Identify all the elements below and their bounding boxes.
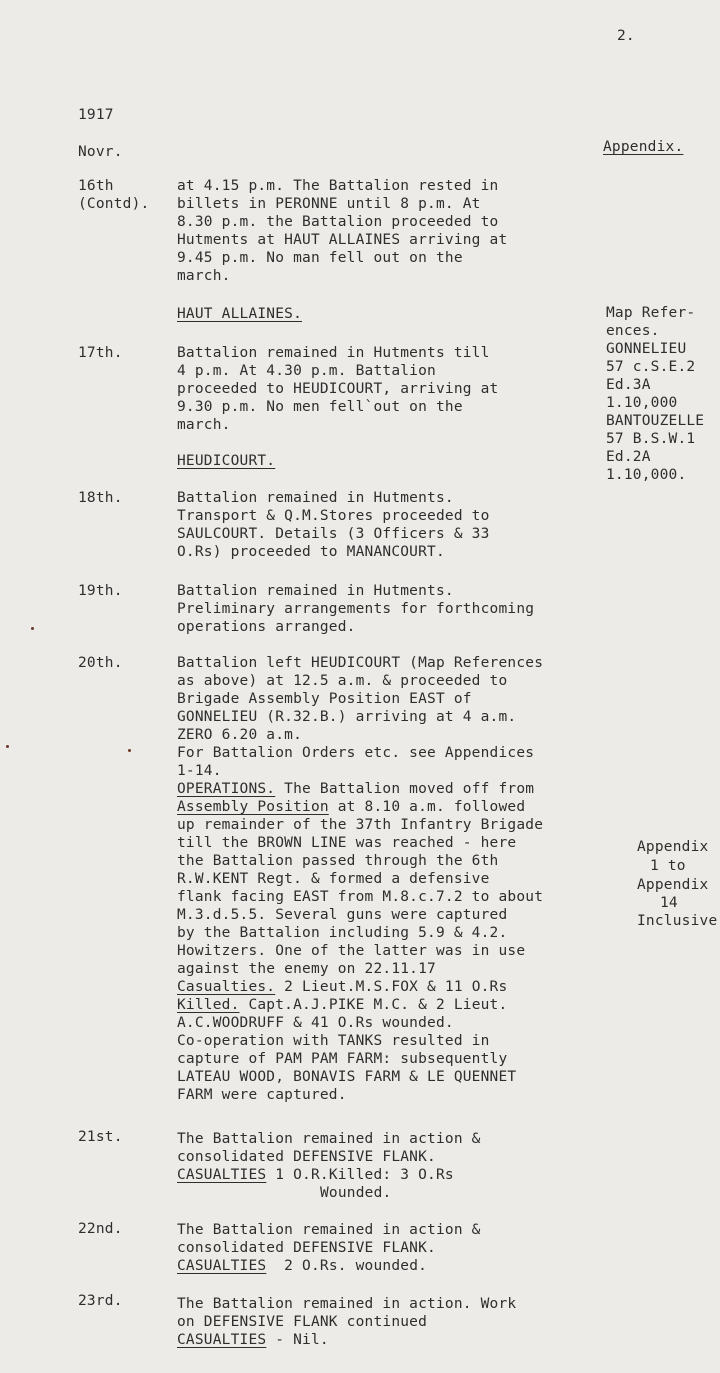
location-haut-allaines: HAUT ALLAINES. [177,306,303,322]
map-ref-line: ences. [606,323,660,339]
killed-label: Killed. [177,997,240,1013]
entry-21-casualties-line [177,1166,454,1184]
casualties-text: 2 O.Rs. wounded. [266,1258,428,1274]
entry-20-line: Brigade Assembly Position EAST of [177,691,472,707]
entry-20-line: 1-14. [177,763,222,779]
entry-20-ops-line: M.3.d.5.5. Several guns were captured [177,907,508,923]
map-ref-line: 57 c.S.E.2 [606,359,696,375]
entry-20-tail-line: LATEAU WOOD, BONAVIS FARM & LE QUENNET [177,1069,517,1085]
appendix-ref-line: 1 to [650,858,686,874]
margin-mark [128,749,131,752]
map-ref-line: 57 B.S.W.1 [606,431,696,447]
date-16th: 16th [78,178,114,194]
entry-23-casualties-line [177,1331,329,1349]
entry-18-line: Transport & Q.M.Stores proceeded to [177,508,490,524]
casualties-label: CASUALTIES [177,1332,267,1348]
entry-20-ops-line: the Battalion passed through the 6th [177,853,499,869]
entry-18-line: Battalion remained in Hutments. [177,490,454,506]
margin-mark [31,627,34,630]
killed-text: Capt.A.J.PIKE M.C. & 2 Lieut. [239,997,508,1013]
map-ref-line: 1.10,000 [606,395,678,411]
entry-17-line: march. [177,417,231,433]
entry-17-line: 9.30 p.m. No men fell`out on the [177,399,463,415]
date-17th: 17th. [78,345,123,361]
entry-16-line: 9.45 p.m. No man fell out on the [177,250,463,266]
appendix-ref-line: 14 [660,895,678,911]
map-ref-line: BANTOUZELLE [606,413,705,429]
entry-16-line: march. [177,268,231,284]
entry-20-ops-line: till the BROWN LINE was reached - here [177,835,517,851]
entry-20-ops-line: Howitzers. One of the latter was in use [177,943,526,959]
entry-21-line: Wounded. [320,1185,392,1201]
entry-20-line: For Battalion Orders etc. see Appendices [177,745,535,761]
date-18th: 18th. [78,490,123,506]
entry-22-casualties-line [177,1257,427,1275]
entry-21-line: consolidated DEFENSIVE FLANK. [177,1149,436,1165]
casualties-text: - Nil. [266,1332,329,1348]
entry-20-ops-line: up remainder of the 37th Infantry Brigade [177,817,544,833]
entry-16-line: billets in PERONNE until 8 p.m. At [177,196,481,212]
entry-20-line: GONNELIEU (R.32.B.) arriving at 4 a.m. [177,709,517,725]
date-16th-contd: (Contd). [78,196,150,212]
entry-20-assembly-line [177,798,525,816]
entry-19-line: Battalion remained in Hutments. [177,583,454,599]
casualties-text: 2 Lieut.M.S.FOX & 11 O.Rs [275,979,508,995]
entry-18-line: SAULCOURT. Details (3 Officers & 33 [177,526,490,542]
appendix-ref-line: Inclusive [637,913,718,929]
map-ref-line: 1.10,000. [606,467,687,483]
entry-17-line: 4 p.m. At 4.30 p.m. Battalion [177,363,436,379]
assembly-label: Assembly Position [177,799,329,815]
entry-20-ops-line: R.W.KENT Regt. & formed a defensive [177,871,490,887]
appendix-ref-line: Appendix [637,877,709,893]
entry-16-line: 8.30 p.m. the Battalion proceeded to [177,214,499,230]
casualties-text: 1 O.R.Killed: 3 O.Rs [266,1167,454,1183]
casualties-label: Casualties. [177,979,276,995]
entry-16-line: Hutments at HAUT ALLAINES arriving at [177,232,508,248]
entry-20-ops-line: by the Battalion including 5.9 & 4.2. [177,925,508,941]
assembly-text: at 8.10 a.m. followed [328,799,526,815]
entry-20-casualties-line [177,978,507,996]
entry-16-line: at 4.15 p.m. The Battalion rested in [177,178,499,194]
entry-20-tail-line: Co-operation with TANKS resulted in [177,1033,490,1049]
entry-17-line: proceeded to HEUDICOURT, arriving at [177,381,499,397]
operations-label: OPERATIONS. [177,781,276,797]
year: 1917 [78,107,114,123]
appendix-header: Appendix. [603,139,684,155]
entry-17-line: Battalion remained in Hutments till [177,345,490,361]
entry-19-line: operations arranged. [177,619,356,635]
entry-21-line: The Battalion remained in action & [177,1131,481,1147]
entry-22-line: The Battalion remained in action & [177,1222,481,1238]
month: Novr. [78,144,123,160]
entry-20-operations-line [177,780,534,798]
entry-19-line: Preliminary arrangements for forthcoming [177,601,535,617]
entry-20-tail-line: A.C.WOODRUFF & 41 O.Rs wounded. [177,1015,454,1031]
entry-20-tail-line: FARM were captured. [177,1087,347,1103]
entry-20-killed-line [177,996,507,1014]
entry-20-tail-line: capture of PAM PAM FARM: subsequently [177,1051,508,1067]
date-19th: 19th. [78,583,123,599]
casualties-label: CASUALTIES [177,1258,267,1274]
date-21st: 21st. [78,1129,123,1145]
location-heudicourt: HEUDICOURT. [177,453,276,469]
page-number: 2. [617,28,635,44]
margin-mark [6,745,9,748]
entry-18-line: O.Rs) proceeded to MANANCOURT. [177,544,445,560]
entry-20-line: Battalion left HEUDICOURT (Map References [177,655,544,671]
map-ref-line: Ed.3A [606,377,651,393]
date-22nd: 22nd. [78,1221,123,1237]
map-ref-line: Ed.2A [606,449,651,465]
map-ref-line: GONNELIEU [606,341,687,357]
entry-20-ops-line: against the enemy on 22.11.17 [177,961,436,977]
entry-20-line: ZERO 6.20 a.m. [177,727,303,743]
entry-20-ops-line: flank facing EAST from M.8.c.7.2 to about [177,889,544,905]
date-20th: 20th. [78,655,123,671]
appendix-ref-line: Appendix [637,839,709,855]
casualties-label: CASUALTIES [177,1167,267,1183]
operations-text: The Battalion moved off from [275,781,535,797]
date-23rd: 23rd. [78,1293,123,1309]
entry-23-line: The Battalion remained in action. Work [177,1296,517,1312]
entry-20-line: as above) at 12.5 a.m. & proceeded to [177,673,508,689]
entry-22-line: consolidated DEFENSIVE FLANK. [177,1240,436,1256]
entry-23-line: on DEFENSIVE FLANK continued [177,1314,428,1330]
map-ref-line: Map Refer- [606,305,696,321]
